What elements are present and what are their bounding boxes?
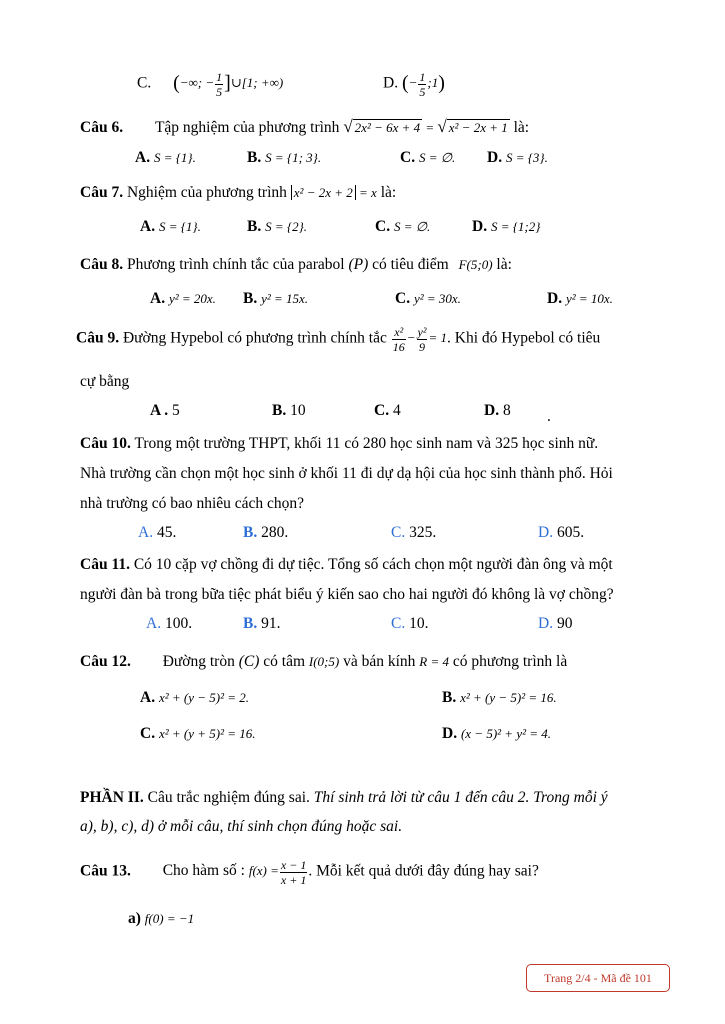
question-text-2: . Khi đó Hypebol có tiêu [447,329,601,347]
question-label: Câu 8. [80,256,124,273]
q5-option-d[interactable] [383,70,445,99]
option-label: C. [374,402,390,419]
radius-value: R = 4 [419,654,450,669]
option-label: B. [442,689,457,706]
q10-line3: nhà trường có bao nhiêu cách chọn? [80,495,305,512]
option-value: y² = 10x. [565,291,613,306]
option-value: 10. [409,615,429,632]
q10-option-c[interactable] [391,524,436,542]
q6-option-c[interactable] [400,149,455,167]
q9-option-d[interactable] [484,402,511,420]
center-point: I(0;5) [308,654,340,669]
numerator: 1 [216,70,223,84]
question-suffix: là: [496,256,512,273]
option-value: S = {1; 3}. [265,150,322,165]
question-text: Đường tròn [162,653,235,670]
option-value: 10 [290,402,306,419]
denominator: 9 [419,340,426,354]
denominator: 5 [216,85,223,99]
option-label: C. [140,725,156,742]
option-value: 100. [164,615,193,632]
question-label: Câu 6. [80,119,124,136]
part-instruction: Thí sinh trả lời từ câu 1 đến câu 2. Trong mỗi ý [313,789,608,806]
option-label: D. [538,615,554,632]
numerator: x − 1 [280,858,307,872]
q8-option-a[interactable] [150,290,216,308]
q11-option-d[interactable] [538,615,572,633]
option-value: x² + (y − 5)² = 2. [158,690,250,705]
option-value: S = ∅. [418,150,456,165]
option-value: 45. [156,524,177,541]
question-7 [80,184,396,202]
q7-option-c[interactable] [375,218,430,236]
q6-option-d[interactable] [487,149,548,167]
question-text-3: và bán kính [343,653,416,670]
q7-option-d[interactable] [472,218,540,236]
option-value: x² + (y − 5)² = 16. [460,690,557,705]
q7-option-b[interactable] [247,218,307,236]
question-label: Câu 11. [80,556,130,573]
numerator: y² [417,325,427,339]
option-value: 4 [392,402,401,419]
option-value: S = ∅. [393,219,431,234]
question-suffix: là: [513,119,530,136]
interval-part: − [408,75,418,91]
option-label: A. [150,290,166,307]
option-value: 5 [171,402,180,419]
interval-part: [1; +∞) [241,75,284,91]
option-label: B. [272,402,287,419]
q13-item-a[interactable] [128,910,194,928]
option-label: D. [547,290,563,307]
option-label: B. [243,615,258,632]
option-label: D. [538,524,554,541]
fraction [418,70,426,99]
option-value: S = {1}. [153,150,196,165]
q11-line2: người đàn bà trong bữa tiệc phát biểu ý kiến sao cho hai người đó không là vợ chồng? [80,586,614,603]
denominator: 16 [392,340,405,354]
question-text: Có 10 cặp vợ chồng đi dự tiệc. Tổng số cách chọn một người đàn ông và một [133,556,613,573]
q11-option-c[interactable] [391,615,428,633]
question-label: Câu 9. [76,329,120,347]
q11-option-b[interactable] [243,615,280,633]
part-heading: PHẦN II. [80,789,144,806]
option-label: C. [400,149,416,166]
circle-symbol: (C) [238,653,260,670]
option-value: S = {3}. [505,150,548,165]
option-value: 91. [261,615,281,632]
option-value: 90 [556,615,573,632]
q9-option-a[interactable] [150,402,180,420]
item-value: f(0) = −1 [144,911,195,926]
question-text: Trong một trường THPT, khối 11 có 280 học sinh nam và 325 học sinh nữ. [134,435,599,452]
option-label: D. [484,402,500,419]
option-value: 325. [409,524,437,541]
option-value: S = {1}. [158,219,201,234]
q10-option-a[interactable] [138,524,176,542]
question-suffix: là: [380,184,397,201]
question-12 [80,653,567,671]
parabol-symbol: (P) [348,256,369,273]
option-value: 605. [556,524,585,541]
focus-point: F(5;0) [458,257,493,272]
q8-option-d[interactable] [547,290,613,308]
option-label: A . [150,402,169,419]
denominator: x + 1 [280,873,307,887]
option-label: B. [243,290,258,307]
numerator: 1 [419,70,426,84]
q10-line2: Nhà trường cần chọn một học sinh ở khối 11 đi dự dạ hội của học sinh thành phố. Hỏi [80,465,613,482]
q5-option-c[interactable] [137,70,283,99]
question-text-2: . Mỗi kết quả dưới đây đúng hay sai? [308,862,539,880]
option-label: D. [442,725,458,742]
q8-option-b[interactable] [243,290,308,308]
option-value: x² + (y + 5)² = 16. [158,726,256,741]
option-value: (x − 5)² + y² = 4. [460,726,552,741]
equation [291,185,377,200]
option-label: B. [247,218,262,235]
q9-line2: cự bằng [80,373,130,390]
fraction [417,325,428,354]
option-label: A. [146,615,162,632]
part2-instructions-line2: a), b), c), d) ở mỗi câu, thí sinh chọn đúng hoặc sai. [80,818,403,835]
question-text: Đường Hypebol có phương trình chính tắc [122,329,387,347]
interval-part: −∞; − [179,75,215,91]
q12-option-b[interactable] [442,689,557,707]
question-11 [80,556,613,574]
option-label: B. [247,149,262,166]
q10-option-d[interactable] [538,524,584,542]
question-label: Câu 12. [80,653,131,670]
q9-option-c[interactable] [374,402,401,420]
question-text-mid: có tiêu điểm [372,256,449,273]
q12-option-a[interactable] [140,689,249,707]
option-label: C. [391,524,406,541]
option-label: D. [472,218,488,235]
question-text-2: có tâm [263,653,306,670]
question-label: Câu 13. [80,862,131,880]
option-label: B. [243,524,258,541]
q12-option-c[interactable] [140,725,256,743]
question-text-4: có phương trình là [452,653,568,670]
question-6 [80,117,529,137]
q9-option-b[interactable] [272,402,306,420]
question-8 [80,256,512,274]
q6-option-b[interactable] [247,149,321,167]
option-value: S = {2}. [265,219,308,234]
q7-option-a[interactable] [140,218,201,236]
option-label: A. [135,149,151,166]
absolute-value: x² − 2x + 2 [291,185,356,200]
page-footer: Trang 2/4 - Mã đề 101 [526,964,670,992]
option-label: C. [395,290,411,307]
equation: √ 2x² − 6x + 4 = √ x² − 2x + 1 [343,117,508,136]
option-value: y² = 20x. [168,291,216,306]
option-label: D. [383,74,399,92]
fraction [392,325,406,354]
option-value: (− $\frac{1}{5}$ ;1) [401,70,445,99]
radicand: 2x² − 6x + 4 [354,120,421,135]
option-value: (−∞; − $\frac{1}{5}$ ]∪[1; +∞) [173,70,284,99]
numerator: x² [392,325,406,340]
option-value: 8 [502,402,511,419]
part-text: Câu trắc nghiệm đúng sai. [147,789,310,806]
question-label: Câu 10. [80,435,131,452]
option-label: C. [137,74,152,92]
item-label: a) [128,910,141,927]
option-value: S = {1;2} [490,219,541,234]
function-def [248,858,309,887]
function-name: f(x) = [248,863,279,879]
option-label: A. [138,524,154,541]
question-text: Nghiệm của phương trình [126,184,287,201]
q12-option-d[interactable] [442,725,551,743]
q10-option-b[interactable] [243,524,288,542]
equation-right: = x [359,185,377,200]
q8-option-c[interactable] [395,290,461,308]
interval-part: ;1 [427,75,439,91]
question-13 [80,858,539,887]
question-text: Phương trình chính tắc của parabol [126,256,345,273]
question-9 [76,325,600,354]
question-text: Tập nghiệm của phương trình [154,119,340,136]
fraction [215,70,223,99]
fraction [280,858,307,887]
option-value: y² = 15x. [261,291,309,306]
question-text: Cho hàm số : [162,862,245,880]
equation-end: = 1 [428,330,448,346]
option-label: A. [140,689,156,706]
q6-option-a[interactable] [135,149,196,167]
option-label: D. [487,149,503,166]
part2-instructions [80,789,608,807]
equation: $\frac{\text{x²}}{16}$ − $\frac{\text{y²}}{9}$ = 1 [392,325,448,354]
q11-option-a[interactable] [146,615,192,633]
question-label: Câu 7. [80,184,124,201]
radicand: x² − 2x + 1 [448,120,508,135]
question-10 [80,435,598,453]
option-label: A. [140,218,156,235]
denominator: 5 [419,85,426,99]
option-label: C. [391,615,406,632]
trailing-dot: . [547,408,551,425]
option-value: 280. [261,524,289,541]
option-value: y² = 30x. [413,291,461,306]
option-label: C. [375,218,391,235]
